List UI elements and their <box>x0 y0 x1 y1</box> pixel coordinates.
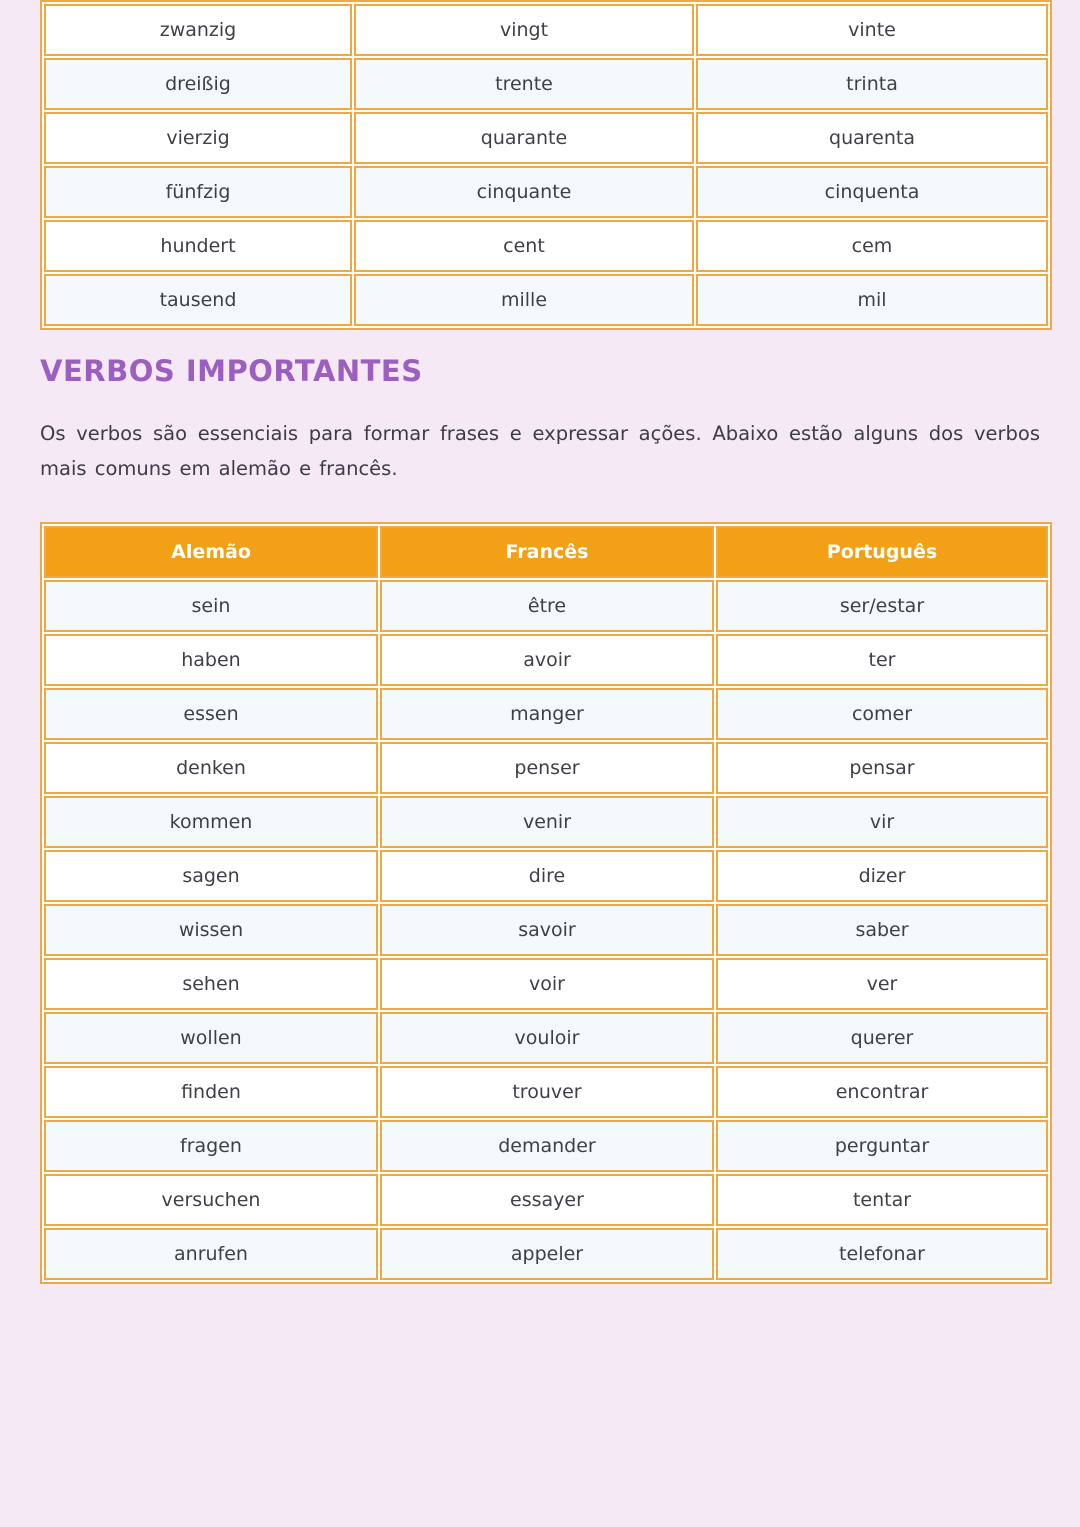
table-cell: essayer <box>380 1174 714 1226</box>
verbs-table-head <box>44 526 1048 578</box>
verbs-header-row <box>44 526 1048 578</box>
table-cell: fünfzig <box>44 166 352 218</box>
table-row <box>44 1120 1048 1172</box>
table-cell: sagen <box>44 850 378 902</box>
verbs-table <box>40 522 1052 1284</box>
table-row <box>44 742 1048 794</box>
table-cell: cinquante <box>354 166 694 218</box>
table-cell: vir <box>716 796 1048 848</box>
table-cell: sein <box>44 580 378 632</box>
table-cell: avoir <box>380 634 714 686</box>
table-cell: wissen <box>44 904 378 956</box>
table-row <box>44 4 1048 56</box>
section-paragraph: Os verbos são essenciais para formar frases e expressar ações. Abaixo estão alguns dos verbos mais comuns em alemão e francês. <box>40 422 1040 480</box>
numbers-table-body <box>44 4 1048 326</box>
table-cell: tausend <box>44 274 352 326</box>
table-cell: telefonar <box>716 1228 1048 1280</box>
table-cell: cinquenta <box>696 166 1048 218</box>
table-cell: manger <box>380 688 714 740</box>
table-cell: comer <box>716 688 1048 740</box>
table-cell: denken <box>44 742 378 794</box>
table-cell: kommen <box>44 796 378 848</box>
verbs-table-body <box>44 580 1048 1280</box>
table-cell: vingt <box>354 4 694 56</box>
table-row <box>44 220 1048 272</box>
table-cell: sehen <box>44 958 378 1010</box>
table-cell: vierzig <box>44 112 352 164</box>
table-cell: cem <box>696 220 1048 272</box>
table-cell: versuchen <box>44 1174 378 1226</box>
table-cell: perguntar <box>716 1120 1048 1172</box>
table-cell: zwanzig <box>44 4 352 56</box>
table-cell: penser <box>380 742 714 794</box>
table-cell: dizer <box>716 850 1048 902</box>
table-cell: trouver <box>380 1066 714 1118</box>
table-row <box>44 1066 1048 1118</box>
table-row <box>44 274 1048 326</box>
table-cell: tentar <box>716 1174 1048 1226</box>
table-cell: pensar <box>716 742 1048 794</box>
table-cell: vouloir <box>380 1012 714 1064</box>
table-cell: dreißig <box>44 58 352 110</box>
table-row <box>44 634 1048 686</box>
table-cell: ter <box>716 634 1048 686</box>
verbs-header-french: Francês <box>380 526 714 578</box>
table-row <box>44 166 1048 218</box>
table-row <box>44 850 1048 902</box>
table-row <box>44 796 1048 848</box>
table-cell: saber <box>716 904 1048 956</box>
numbers-table <box>40 0 1052 330</box>
table-cell: hundert <box>44 220 352 272</box>
table-cell: querer <box>716 1012 1048 1064</box>
table-row <box>44 904 1048 956</box>
table-row <box>44 1012 1048 1064</box>
table-cell: appeler <box>380 1228 714 1280</box>
table-row <box>44 580 1048 632</box>
table-cell: demander <box>380 1120 714 1172</box>
table-cell: trente <box>354 58 694 110</box>
table-cell: essen <box>44 688 378 740</box>
table-cell: haben <box>44 634 378 686</box>
table-cell: mille <box>354 274 694 326</box>
table-cell: cent <box>354 220 694 272</box>
verbs-header-german: Alemão <box>44 526 378 578</box>
verbs-header-portuguese: Português <box>716 526 1048 578</box>
table-row <box>44 1174 1048 1226</box>
table-cell: ser/estar <box>716 580 1048 632</box>
table-cell: savoir <box>380 904 714 956</box>
table-cell: quarenta <box>696 112 1048 164</box>
table-row <box>44 688 1048 740</box>
table-cell: quarante <box>354 112 694 164</box>
table-cell: encontrar <box>716 1066 1048 1118</box>
table-row <box>44 58 1048 110</box>
table-row <box>44 112 1048 164</box>
table-cell: dire <box>380 850 714 902</box>
table-cell: ver <box>716 958 1048 1010</box>
table-cell: vinte <box>696 4 1048 56</box>
table-cell: anrufen <box>44 1228 378 1280</box>
table-cell: venir <box>380 796 714 848</box>
table-cell: mil <box>696 274 1048 326</box>
table-row <box>44 958 1048 1010</box>
table-cell: voir <box>380 958 714 1010</box>
table-cell: être <box>380 580 714 632</box>
table-cell: trinta <box>696 58 1048 110</box>
table-cell: finden <box>44 1066 378 1118</box>
section-title: VERBOS IMPORTANTES <box>40 354 423 388</box>
table-row <box>44 1228 1048 1280</box>
table-cell: fragen <box>44 1120 378 1172</box>
table-cell: wollen <box>44 1012 378 1064</box>
